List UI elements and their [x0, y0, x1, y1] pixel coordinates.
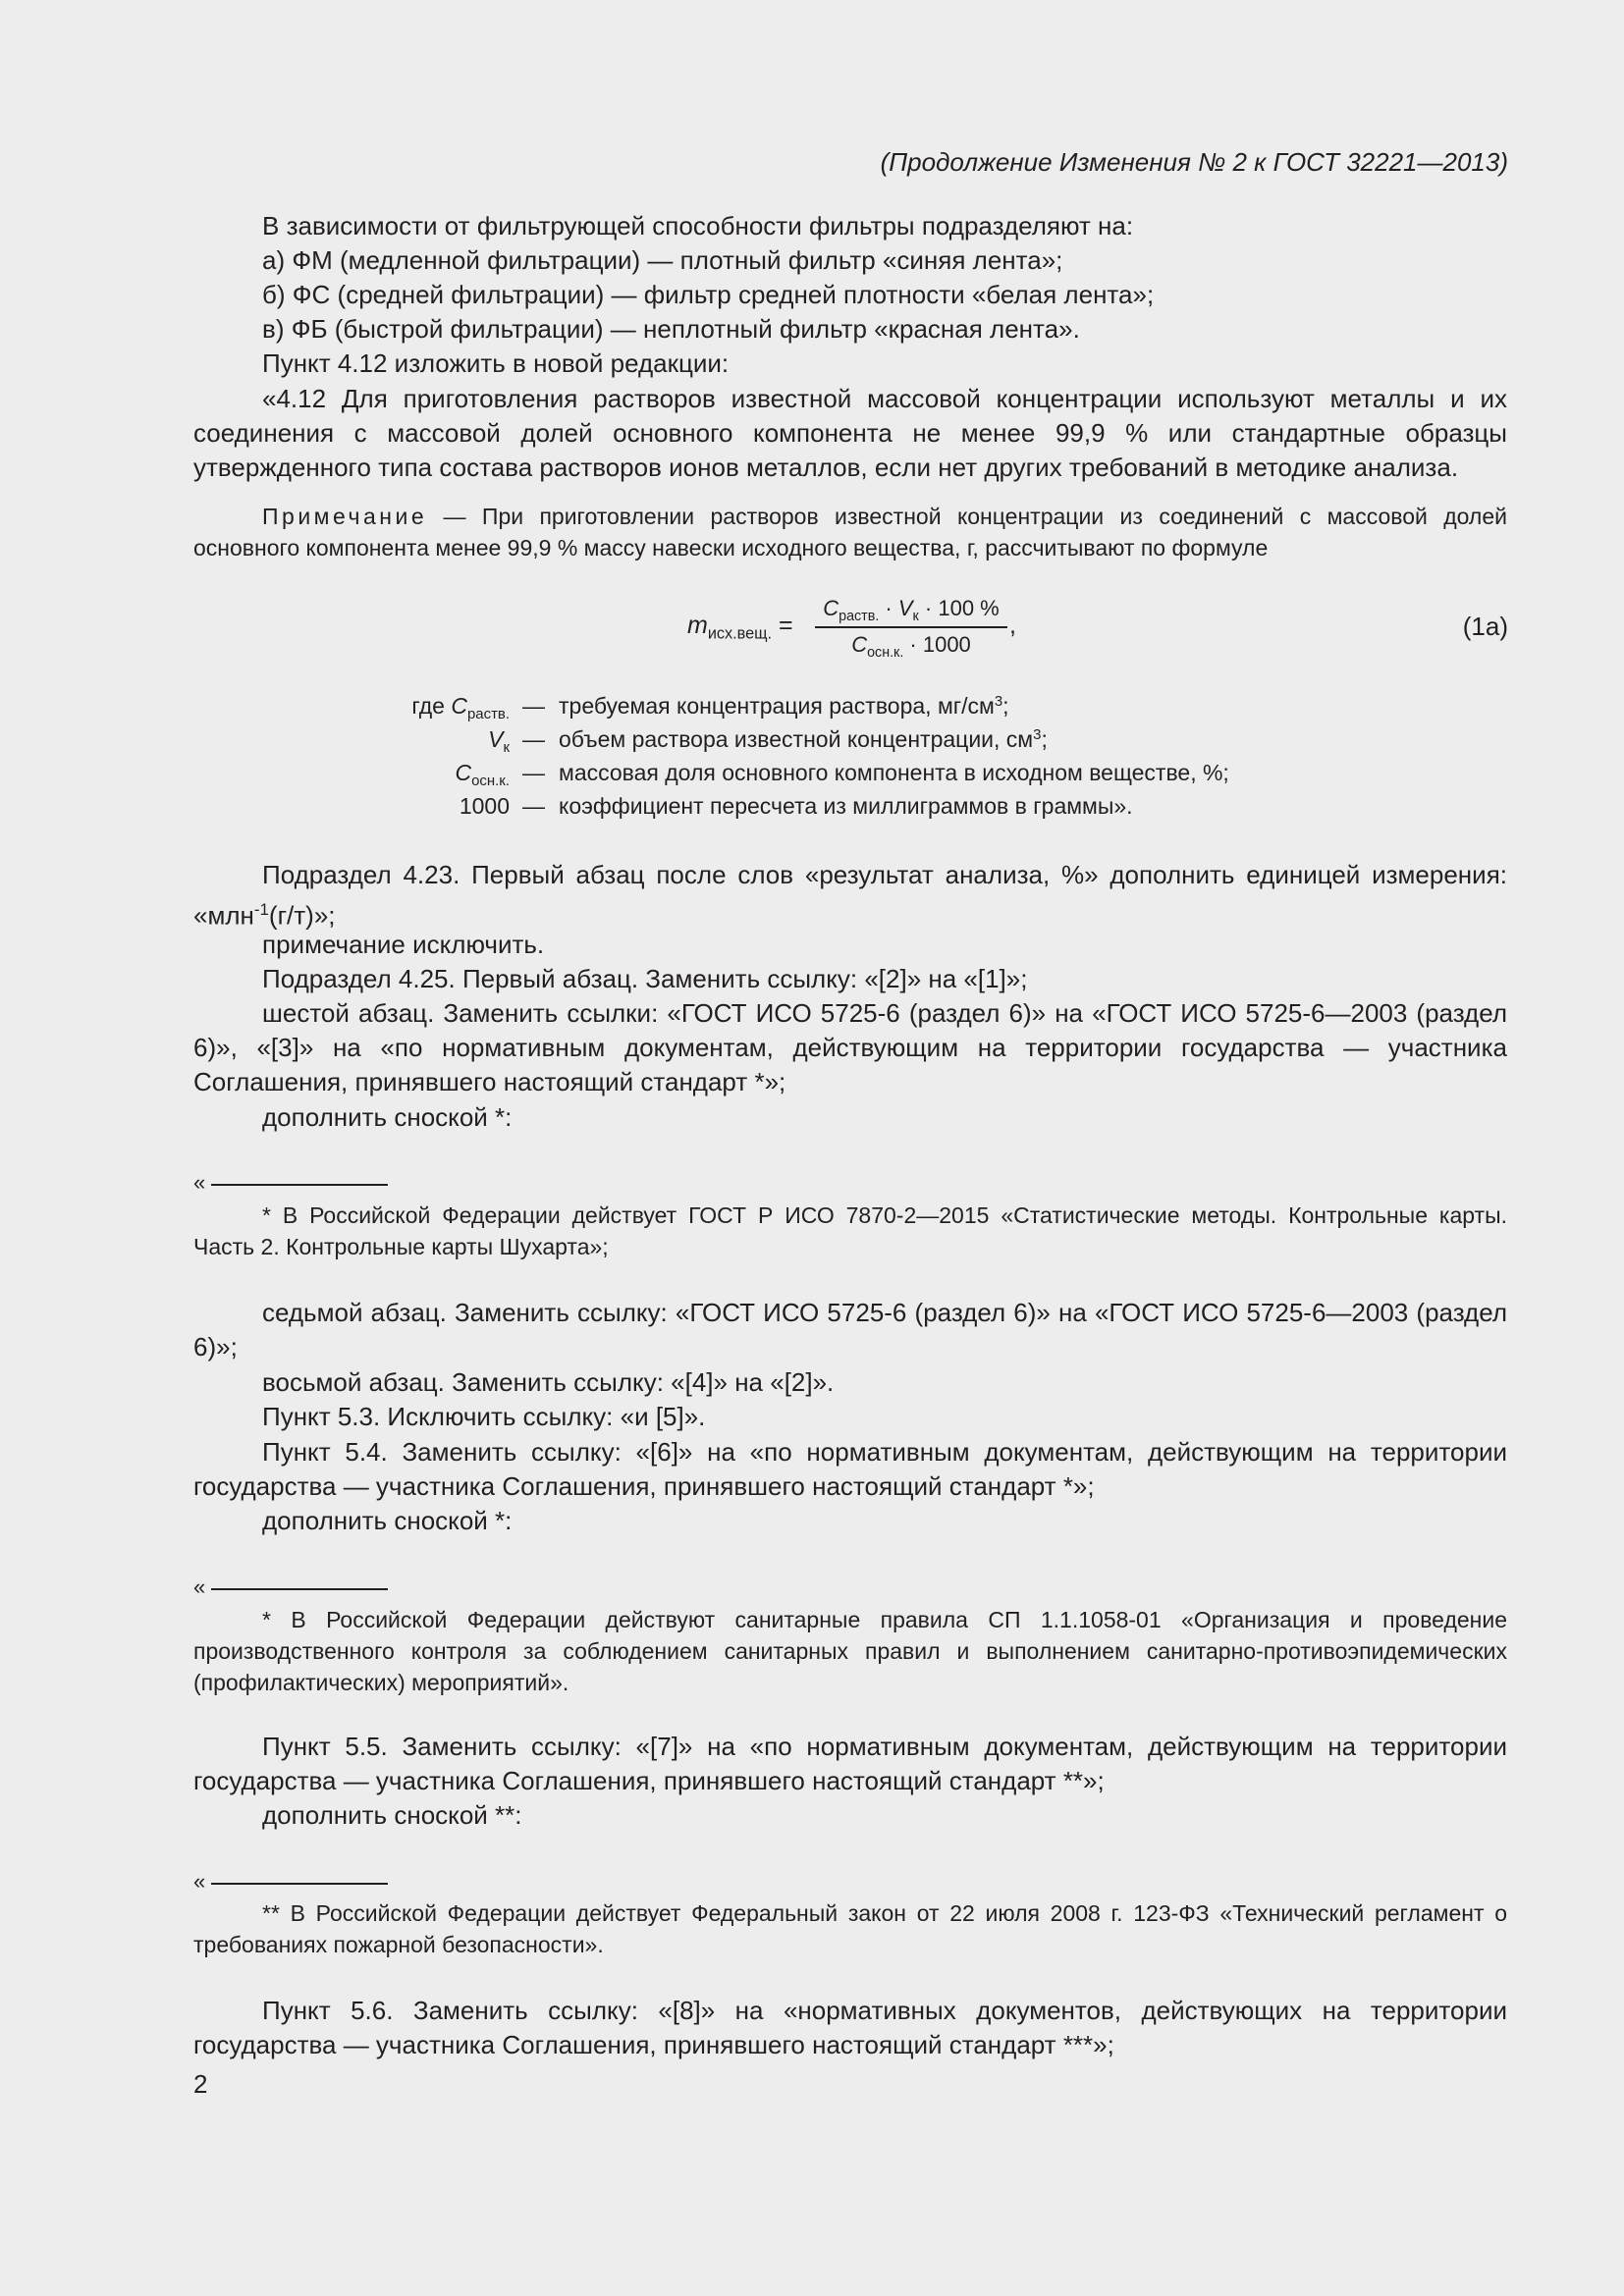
formula-fraction — [815, 592, 1007, 661]
where-row: где $C_{раств.}$ — требуемая концентрация раствора, $мг/см^3$; — [411, 693, 1009, 723]
note-text: — При приготовлении растворов известной концентрации из соединений с массовой долей основного компонента менее 99,9 % массу навески исходного вещества, г, рассчитывают по формуле — [193, 504, 1507, 561]
paragraph: примечание исключить. — [262, 930, 545, 959]
paragraph: Подраздел 4.25. Первый абзац. Заменить ссылку: «[2]» на «[1]»; — [262, 964, 1028, 993]
paragraph: Подраздел 4.23. Первый абзац после слов «результат анализа, %» дополнить единицей измерения: «млн$^{-1}$(г/т)»; — [193, 860, 1507, 931]
paragraph: восьмой абзац. Заменить ссылку: «[4]» на «[2]». — [262, 1367, 835, 1397]
paragraph: Пункт 5.6. Заменить ссылку: «[8]» на «нормативных документов, действующих на территории государства — участника Соглашения, принявшего настоящий стандарт ***»; — [193, 1996, 1507, 2059]
paragraph: В зависимости от фильтрующей способности фильтры подразделяют на: — [262, 211, 1134, 240]
paragraph: Пункт 5.5. Заменить ссылку: «[7]» на «по нормативным документам, действующим на территории государства — участника Соглашения, принявшего настоящий стандарт **»; — [193, 1732, 1507, 1795]
paragraph: Пункт 5.3. Исключить ссылку: «и [5]». — [262, 1402, 706, 1431]
list-item: б) ФС (средней фильтрации) — фильтр средней плотности «белая лента»; — [262, 280, 1155, 309]
paragraph: Пункт 4.12 изложить в новой редакции: — [262, 348, 730, 378]
page-header: (Продолжение Изменения № 2 к ГОСТ 32221—2013) — [880, 147, 1508, 177]
note-label: Примечание — [262, 504, 428, 529]
list-item: в) ФБ (быстрой фильтрации) — неплотный фильтр «красная лента». — [262, 314, 1080, 344]
formula-numerator: $C_{раств.} \cdot V_к \cdot 100$ % — [823, 596, 1000, 624]
footnote: * В Российской Федерации действуют санитарные правила СП 1.1.1058-01 «Организация и проведение производственного контроля за соблюдением санитарных правил и выполнением санитарно-противоэпидемических (профилактических) мероприятий». — [193, 1607, 1507, 1695]
footnote: * В Российской Федерации действует ГОСТ Р ИСО 7870-2—2015 «Статистические методы. Контрольные карты. Часть 2. Контрольные карты Шухарта»; — [193, 1202, 1507, 1259]
paragraph: «4.12 Для приготовления растворов известной массовой концентрации используют металлы и их соединения с массовой долей основного компонента не менее 99,9 % или стандартные образцы утвержденного типа состава растворов ионов металлов, если нет других требований в методике анализа. — [193, 384, 1507, 482]
paragraph: дополнить сноской **: — [262, 1800, 522, 1830]
where-row: 1000 — коэффициент пересчета из миллиграммов в граммы». — [459, 793, 1133, 819]
list-item: а) ФМ (медленной фильтрации) — плотный фильтр «синяя лента»; — [262, 245, 1063, 275]
paragraph: дополнить сноской *: — [262, 1102, 513, 1132]
page-number: 2 — [193, 2069, 208, 2099]
equation-number: (1а) — [1462, 612, 1508, 641]
note — [193, 501, 1507, 563]
paragraph: дополнить сноской *: — [262, 1506, 513, 1535]
where-list — [193, 693, 1273, 827]
formula-comma: , — [1009, 612, 1016, 639]
paragraph: седьмой абзац. Заменить ссылку: «ГОСТ ИСО 5725-6 (раздел 6)» на «ГОСТ ИСО 5725-6—2003 (раздел 6)»; — [193, 1298, 1507, 1362]
formula-lhs: $m_{исх.вещ.}$ = — [687, 612, 793, 643]
formula-denominator: $C_{осн.к.} \cdot 1000$ — [851, 632, 971, 661]
paragraph: Пункт 5.4. Заменить ссылку: «[6]» на «по нормативным документам, действующим на территории государства — участника Соглашения, принявшего настоящий стандарт *»; — [193, 1437, 1507, 1501]
paragraph: шестой абзац. Заменить ссылки: «ГОСТ ИСО 5725-6 (раздел 6)» на «ГОСТ ИСО 5725-6—2003 (раздел 6)», «[3]» на «по нормативным документам, действующим на территории государства — участника Соглашения, принявшего настоящий стандарт *»; — [193, 998, 1507, 1096]
where-row: $V_к$ — объем раствора известной концентрации, $см^3$; — [488, 726, 1048, 757]
where-row: $C_{осн.к.}$ — массовая доля основного компонента в исходном веществе, %; — [455, 760, 1229, 790]
fraction-bar — [815, 626, 1007, 628]
document-page: (Продолжение Изменения № 2 к ГОСТ 32221—2013) В зависимости от фильтрующей способности фильтры подразделяют на: а) ФМ (медленной фильтрации) — плотный фильтр «синяя лента»; б) ФС (средней фильтрации) — фильтр средней плотности «белая лента»; в) ФБ (быстрой фильтрации) — неплотный фильтр «красная лента». Пункт 4.12 изложить в новой редакции: «4.12 Для приготовления растворов известной массовой концентрации используют металлы и их соединения с массовой долей основного компонента не менее 99,9 % или стандартные образцы утвержденного типа состава растворов ионов металлов, если нет других требований в методике анализа. Примечание — При приготовлении растворов известной концентрации из соединений с массовой долей основного компонента менее 99,9 % массу навески исходного вещества, г, рассчитывают по формуле $m_{исх.вещ.}$ = $C_{раств.} \cdot V_к \cdot 100$ % $C_{осн.к.} \cdot 1000$ , (1а) где $C_{раств.}$ — требуемая концентрация раствора, $мг/см^3$; $V_к$ — объем раствора известной концентрации, $см^3$; $C_{осн.к.}$ — массовая доля основного компонента в исходном веществе, %; 1000 — коэффициент пересчета из миллиграммов в граммы». Подраздел 4.23. Первый абзац после слов «результат анализа, %» дополнить единицей измерения: «млн$^{-1}$(г/т)»; примечание исключить. Подраздел 4.25. Первый абзац. Заменить ссылку: «[2]» на «[1]»; шестой абзац. Заменить ссылки: «ГОСТ ИСО 5725-6 (раздел 6)» на «ГОСТ ИСО 5725-6—2003 (раздел 6)», «[3]» на «по нормативным документам, действующим на территории государства — участника Соглашения, принявшего настоящий стандарт *»; дополнить сноской *: « * В Российской Федерации действует ГОСТ Р ИСО 7870-2—2015 «Статистические методы. Контрольные карты. Часть 2. Контрольные карты Шухарта»; седьмой абзац. Заменить ссылку: «ГОСТ ИСО 5725-6 (раздел 6)» на «ГОСТ ИСО 5725-6—2003 (раздел 6)»; восьмой абзац. Заменить ссылку: «[4]» на «[2]». Пункт 5.3. Исключить ссылку: «и [5]». Пункт 5.4. Заменить ссылку: «[6]» на «по нормативным документам, действующим на территории государства — участника Соглашения, принявшего настоящий стандарт *»; дополнить сноской *: « * В Российской Федерации действуют санитарные правила СП 1.1.1058-01 «Организация и проведение производственного контроля за соблюдением санитарных правил и выполнением санитарно-противоэпидемических (профилактических) мероприятий». Пункт 5.5. Заменить ссылку: «[7]» на «по нормативным документам, действующим на территории государства — участника Соглашения, принявшего настоящий стандарт **»; дополнить сноской **: « ** В Российской Федерации действует Федеральный закон от 22 июля 2008 г. 123-ФЗ «Технический регламент о требованиях пожарной безопасности». Пункт 5.6. Заменить ссылку: «[8]» на «нормативных документов, действующих на территории государства — участника Соглашения, принявшего настоящий стандарт ***»; 2 — [193, 147, 1508, 2099]
footnote: ** В Российской Федерации действует Федеральный закон от 22 июля 2008 г. 123-ФЗ «Технический регламент о требованиях пожарной безопасности». — [193, 1900, 1507, 1957]
